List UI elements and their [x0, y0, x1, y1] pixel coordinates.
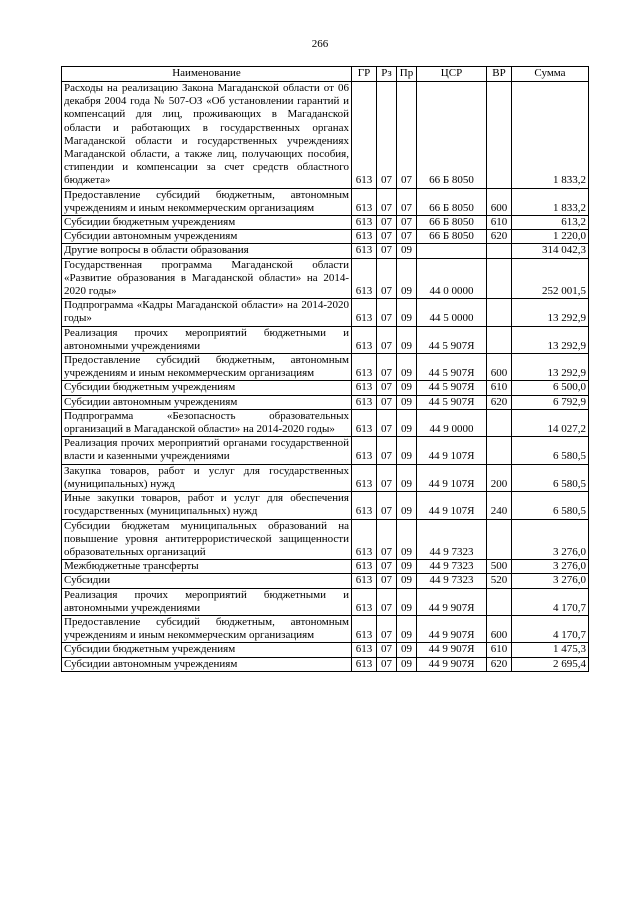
cell-vr — [487, 437, 512, 464]
cell-csr: 44 9 907Я — [417, 657, 487, 671]
cell-pr: 09 — [397, 437, 417, 464]
cell-vr: 600 — [487, 615, 512, 642]
cell-name: Субсидии автономным учреждениям — [62, 395, 352, 409]
cell-sum: 6 500,0 — [512, 381, 589, 395]
header-sum: Сумма — [512, 67, 589, 82]
cell-rz: 07 — [377, 464, 397, 491]
cell-rz: 07 — [377, 82, 397, 189]
cell-pr: 09 — [397, 354, 417, 381]
table-row — [62, 464, 589, 491]
cell-csr: 44 9 107Я — [417, 492, 487, 519]
cell-sum: 314 042,3 — [512, 244, 589, 258]
cell-vr: 620 — [487, 657, 512, 671]
cell-csr: 44 9 7323 — [417, 519, 487, 560]
cell-pr: 09 — [397, 395, 417, 409]
header-csr: ЦСР — [417, 67, 487, 82]
cell-sum: 3 276,0 — [512, 574, 589, 588]
cell-csr: 44 9 7323 — [417, 560, 487, 574]
cell-gr: 613 — [352, 395, 377, 409]
cell-rz: 07 — [377, 437, 397, 464]
cell-vr: 620 — [487, 395, 512, 409]
cell-gr: 613 — [352, 216, 377, 230]
budget-table — [61, 66, 589, 672]
cell-vr: 500 — [487, 560, 512, 574]
cell-csr: 44 5 907Я — [417, 354, 487, 381]
cell-rz: 07 — [377, 492, 397, 519]
cell-pr: 09 — [397, 326, 417, 353]
cell-sum: 3 276,0 — [512, 560, 589, 574]
cell-vr — [487, 299, 512, 326]
cell-name: Иные закупки товаров, работ и услуг для обеспечения государственных (муниципальных) нужд — [62, 492, 352, 519]
cell-pr: 07 — [397, 230, 417, 244]
cell-pr: 09 — [397, 657, 417, 671]
cell-gr: 613 — [352, 643, 377, 657]
cell-csr: 66 Б 8050 — [417, 82, 487, 189]
cell-vr: 610 — [487, 381, 512, 395]
cell-vr: 610 — [487, 643, 512, 657]
cell-gr: 613 — [352, 588, 377, 615]
cell-gr: 613 — [352, 615, 377, 642]
table-row — [62, 381, 589, 395]
cell-gr: 613 — [352, 409, 377, 436]
cell-csr: 44 5 907Я — [417, 326, 487, 353]
cell-gr: 613 — [352, 464, 377, 491]
cell-pr: 07 — [397, 216, 417, 230]
cell-sum: 6 580,5 — [512, 464, 589, 491]
cell-name: Субсидии бюджетным учреждениям — [62, 381, 352, 395]
cell-name: Субсидии бюджетам муниципальных образований на повышение уровня антитеррористической защищенности образовательных организаций — [62, 519, 352, 560]
cell-sum: 1 833,2 — [512, 82, 589, 189]
cell-pr: 09 — [397, 409, 417, 436]
cell-name: Расходы на реализацию Закона Магаданской области от 06 декабря 2004 года № 507-ОЗ «Об установлении гарантий и компенсаций для лиц, проживающих в Магаданской области и работающих в государственных органах Магаданской области и государственных учреждениях Магаданской области, а также лиц, получающих пособия, стипендии и компенсации за счет средств областного бюджета» — [62, 82, 352, 189]
cell-gr: 613 — [352, 519, 377, 560]
cell-csr: 66 Б 8050 — [417, 230, 487, 244]
cell-vr: 600 — [487, 354, 512, 381]
cell-rz: 07 — [377, 326, 397, 353]
cell-vr — [487, 82, 512, 189]
cell-name: Реализация прочих мероприятий бюджетными и автономными учреждениями — [62, 326, 352, 353]
cell-name: Другие вопросы в области образования — [62, 244, 352, 258]
cell-pr: 09 — [397, 464, 417, 491]
table-row — [62, 560, 589, 574]
cell-name: Межбюджетные трансферты — [62, 560, 352, 574]
cell-sum: 3 276,0 — [512, 519, 589, 560]
table-row — [62, 588, 589, 615]
table-row — [62, 299, 589, 326]
cell-csr: 44 9 907Я — [417, 615, 487, 642]
table-row — [62, 230, 589, 244]
cell-sum: 1 833,2 — [512, 188, 589, 215]
table-row — [62, 244, 589, 258]
cell-name: Подпрограмма «Безопасность образовательных организаций в Магаданской области» на 2014-2020 годы» — [62, 409, 352, 436]
header-vr: ВР — [487, 67, 512, 82]
cell-vr: 600 — [487, 188, 512, 215]
cell-sum: 2 695,4 — [512, 657, 589, 671]
cell-vr: 610 — [487, 216, 512, 230]
cell-pr: 07 — [397, 82, 417, 189]
table-row — [62, 216, 589, 230]
cell-pr: 09 — [397, 560, 417, 574]
cell-sum: 4 170,7 — [512, 615, 589, 642]
cell-gr: 613 — [352, 437, 377, 464]
table-row — [62, 657, 589, 671]
cell-gr: 613 — [352, 82, 377, 189]
cell-name: Предоставление субсидий бюджетным, автономным учреждениям и иным некоммерческим организациям — [62, 354, 352, 381]
cell-sum: 13 292,9 — [512, 354, 589, 381]
table-row — [62, 395, 589, 409]
cell-rz: 07 — [377, 354, 397, 381]
cell-name: Субсидии автономным учреждениям — [62, 657, 352, 671]
cell-gr: 613 — [352, 258, 377, 299]
cell-gr: 613 — [352, 560, 377, 574]
cell-vr — [487, 519, 512, 560]
cell-csr: 44 5 0000 — [417, 299, 487, 326]
cell-rz: 07 — [377, 574, 397, 588]
cell-sum: 14 027,2 — [512, 409, 589, 436]
header-name: Наименование — [62, 67, 352, 82]
table-row — [62, 615, 589, 642]
cell-rz: 07 — [377, 643, 397, 657]
cell-pr: 09 — [397, 643, 417, 657]
cell-vr — [487, 409, 512, 436]
cell-pr: 09 — [397, 299, 417, 326]
cell-sum: 13 292,9 — [512, 326, 589, 353]
cell-pr: 09 — [397, 588, 417, 615]
table-row — [62, 188, 589, 215]
cell-name: Предоставление субсидий бюджетным, автономным учреждениям и иным некоммерческим организациям — [62, 188, 352, 215]
cell-pr: 09 — [397, 615, 417, 642]
table-row — [62, 643, 589, 657]
cell-name: Субсидии — [62, 574, 352, 588]
cell-gr: 613 — [352, 492, 377, 519]
cell-rz: 07 — [377, 258, 397, 299]
cell-sum: 4 170,7 — [512, 588, 589, 615]
cell-rz: 07 — [377, 230, 397, 244]
cell-rz: 07 — [377, 188, 397, 215]
cell-csr: 44 9 907Я — [417, 643, 487, 657]
cell-name: Реализация прочих мероприятий бюджетными и автономными учреждениями — [62, 588, 352, 615]
cell-name: Государственная программа Магаданской области «Развитие образования в Магаданской области» на 2014-2020 годы» — [62, 258, 352, 299]
cell-sum: 252 001,5 — [512, 258, 589, 299]
cell-sum: 13 292,9 — [512, 299, 589, 326]
cell-vr — [487, 258, 512, 299]
cell-name: Предоставление субсидий бюджетным, автономным учреждениям и иным некоммерческим организациям — [62, 615, 352, 642]
cell-csr: 44 5 907Я — [417, 395, 487, 409]
cell-csr — [417, 244, 487, 258]
table-row — [62, 574, 589, 588]
cell-vr — [487, 244, 512, 258]
cell-pr: 09 — [397, 519, 417, 560]
table-row — [62, 409, 589, 436]
header-rz: Рз — [377, 67, 397, 82]
cell-gr: 613 — [352, 326, 377, 353]
cell-pr: 09 — [397, 258, 417, 299]
cell-rz: 07 — [377, 299, 397, 326]
cell-pr: 09 — [397, 574, 417, 588]
cell-sum: 1 220,0 — [512, 230, 589, 244]
cell-csr: 44 9 107Я — [417, 437, 487, 464]
cell-name: Субсидии автономным учреждениям — [62, 230, 352, 244]
cell-rz: 07 — [377, 216, 397, 230]
cell-pr: 09 — [397, 381, 417, 395]
cell-gr: 613 — [352, 188, 377, 215]
table-row — [62, 519, 589, 560]
table-row — [62, 82, 589, 189]
cell-name: Закупка товаров, работ и услуг для государственных (муниципальных) нужд — [62, 464, 352, 491]
cell-rz: 07 — [377, 409, 397, 436]
cell-csr: 66 Б 8050 — [417, 216, 487, 230]
cell-name: Реализация прочих мероприятий органами государственной власти и казенными учреждениями — [62, 437, 352, 464]
page-number: 266 — [311, 38, 329, 50]
cell-rz: 07 — [377, 588, 397, 615]
header-gr: ГР — [352, 67, 377, 82]
cell-vr: 620 — [487, 230, 512, 244]
cell-sum: 613,2 — [512, 216, 589, 230]
cell-pr: 09 — [397, 492, 417, 519]
table-row — [62, 326, 589, 353]
cell-csr: 44 5 907Я — [417, 381, 487, 395]
table-row — [62, 492, 589, 519]
table-row — [62, 437, 589, 464]
cell-rz: 07 — [377, 560, 397, 574]
cell-vr: 520 — [487, 574, 512, 588]
cell-sum: 6 792,9 — [512, 395, 589, 409]
cell-csr: 66 Б 8050 — [417, 188, 487, 215]
table-body — [62, 82, 589, 672]
cell-vr — [487, 326, 512, 353]
cell-csr: 44 9 907Я — [417, 588, 487, 615]
cell-sum: 6 580,5 — [512, 437, 589, 464]
cell-gr: 613 — [352, 299, 377, 326]
cell-csr: 44 9 107Я — [417, 464, 487, 491]
header-pr: Пр — [397, 67, 417, 82]
table-row — [62, 354, 589, 381]
cell-rz: 07 — [377, 244, 397, 258]
cell-csr: 44 9 7323 — [417, 574, 487, 588]
cell-name: Субсидии бюджетным учреждениям — [62, 643, 352, 657]
cell-rz: 07 — [377, 395, 397, 409]
cell-rz: 07 — [377, 657, 397, 671]
cell-vr: 200 — [487, 464, 512, 491]
cell-vr: 240 — [487, 492, 512, 519]
cell-pr: 09 — [397, 244, 417, 258]
table-header-row — [62, 67, 589, 82]
cell-gr: 613 — [352, 244, 377, 258]
cell-gr: 613 — [352, 657, 377, 671]
cell-sum: 6 580,5 — [512, 492, 589, 519]
cell-rz: 07 — [377, 519, 397, 560]
cell-sum: 1 475,3 — [512, 643, 589, 657]
cell-pr: 07 — [397, 188, 417, 215]
cell-gr: 613 — [352, 354, 377, 381]
cell-rz: 07 — [377, 381, 397, 395]
cell-rz: 07 — [377, 615, 397, 642]
table-row — [62, 258, 589, 299]
cell-gr: 613 — [352, 574, 377, 588]
cell-name: Субсидии бюджетным учреждениям — [62, 216, 352, 230]
cell-name: Подпрограмма «Кадры Магаданской области» на 2014-2020 годы» — [62, 299, 352, 326]
cell-vr — [487, 588, 512, 615]
cell-gr: 613 — [352, 381, 377, 395]
cell-csr: 44 0 0000 — [417, 258, 487, 299]
cell-gr: 613 — [352, 230, 377, 244]
cell-csr: 44 9 0000 — [417, 409, 487, 436]
